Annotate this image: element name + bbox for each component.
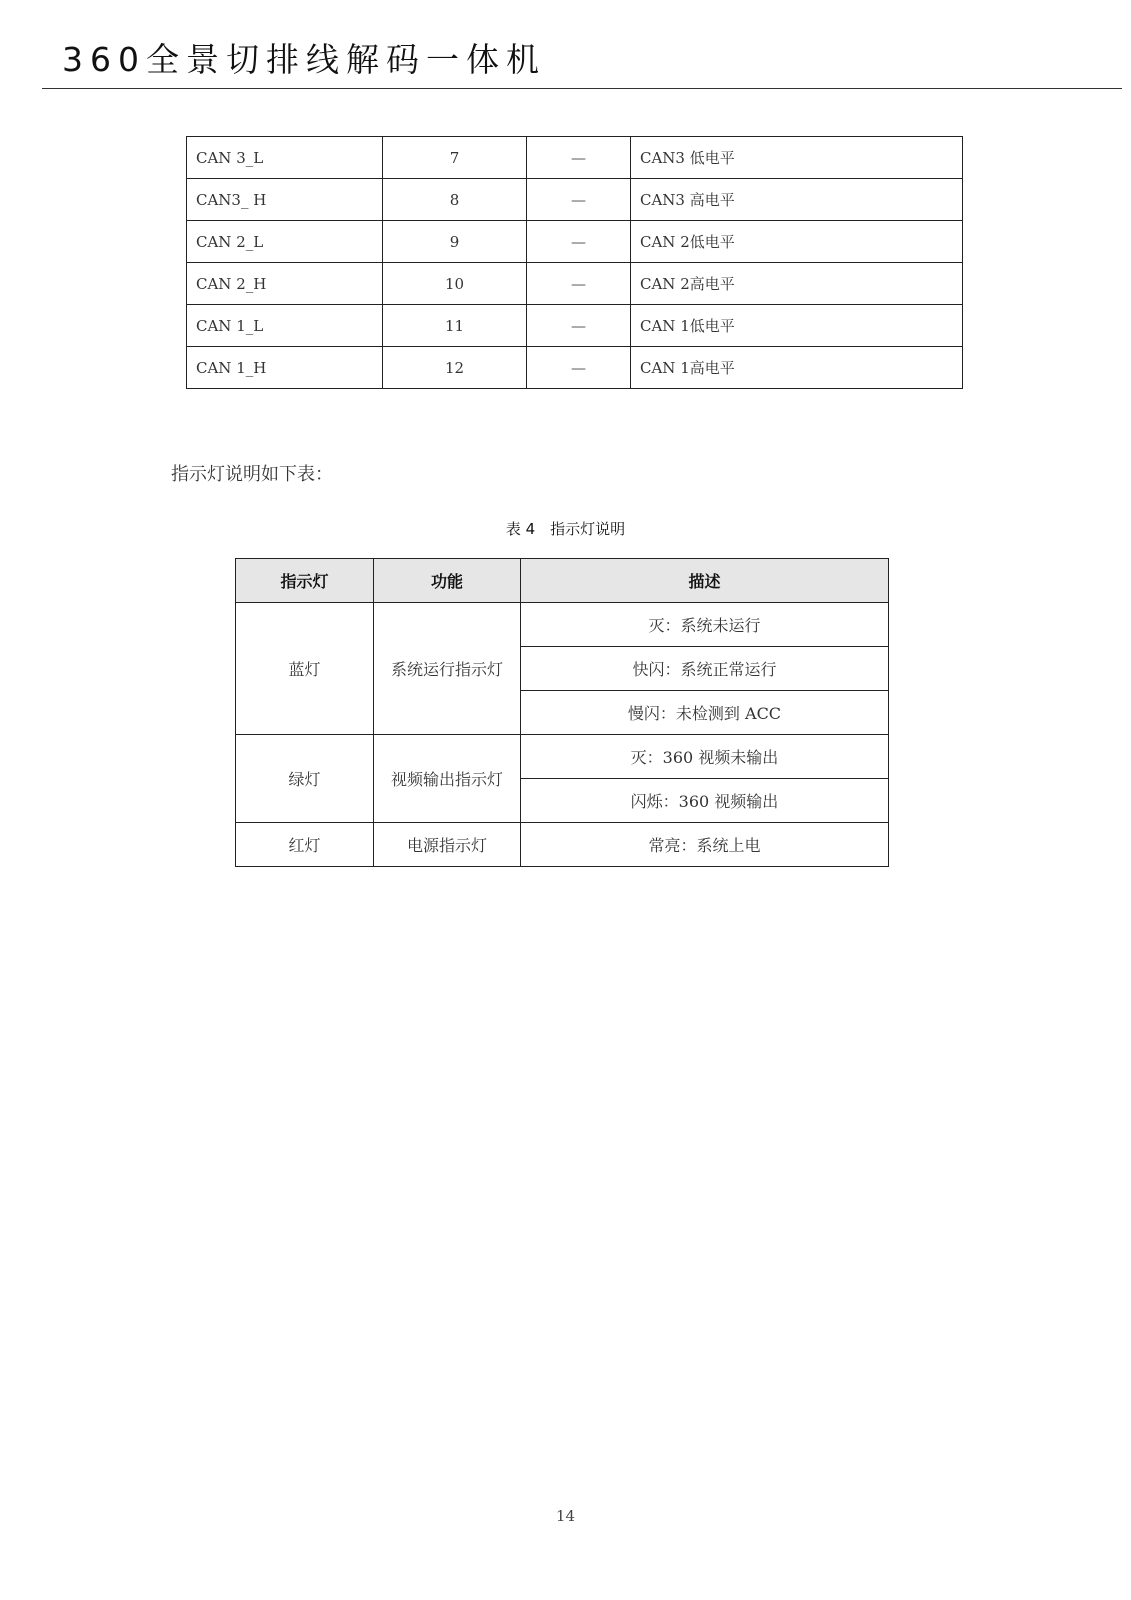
pin-signal: CAN 1_L [187, 305, 383, 347]
pin-direction: — [527, 347, 631, 389]
light-function: 电源指示灯 [374, 823, 521, 867]
light-description: 灭：360 视频未输出 [521, 735, 889, 779]
light-description: 闪烁：360 视频输出 [521, 779, 889, 823]
intro-text: 指示灯说明如下表： [171, 464, 333, 485]
table-header-row [236, 559, 889, 603]
table-row [187, 221, 963, 263]
light-description: 快闪：系统正常运行 [521, 647, 889, 691]
can-pin-table [186, 136, 963, 389]
pin-signal: CAN 3_L [187, 137, 383, 179]
pin-description: CAN3 低电平 [631, 137, 963, 179]
table-caption: 表 4 指示灯说明 [505, 520, 626, 538]
pin-direction: — [527, 137, 631, 179]
pin-number: 11 [383, 305, 527, 347]
pin-direction: — [527, 221, 631, 263]
light-description: 灭：系统未运行 [521, 603, 889, 647]
document-title: 360全景切排线解码一体机 [62, 40, 546, 79]
header-divider [42, 88, 1122, 89]
pin-signal: CAN 2_L [187, 221, 383, 263]
table-row [236, 735, 889, 779]
pin-direction: — [527, 305, 631, 347]
table-row [187, 263, 963, 305]
pin-description: CAN 1低电平 [631, 305, 963, 347]
table-row [236, 823, 889, 867]
pin-description: CAN3 高电平 [631, 179, 963, 221]
pin-number: 9 [383, 221, 527, 263]
pin-number: 12 [383, 347, 527, 389]
pin-signal: CAN 2_H [187, 263, 383, 305]
pin-signal: CAN 1_H [187, 347, 383, 389]
pin-number: 10 [383, 263, 527, 305]
indicator-light-table [235, 558, 889, 867]
pin-number: 8 [383, 179, 527, 221]
pin-description: CAN 1高电平 [631, 347, 963, 389]
light-name: 蓝灯 [236, 603, 374, 735]
pin-description: CAN 2高电平 [631, 263, 963, 305]
page-number: 14 [555, 1507, 576, 1525]
light-description: 慢闪：未检测到 ACC [521, 691, 889, 735]
column-header-description: 描述 [521, 559, 889, 603]
light-description: 常亮：系统上电 [521, 823, 889, 867]
table-row [187, 137, 963, 179]
table-row [187, 179, 963, 221]
pin-number: 7 [383, 137, 527, 179]
pin-direction: — [527, 179, 631, 221]
pin-signal: CAN3_ H [187, 179, 383, 221]
table-row [236, 603, 889, 647]
table-row [187, 347, 963, 389]
table-row [187, 305, 963, 347]
light-function: 视频输出指示灯 [374, 735, 521, 823]
pin-description: CAN 2低电平 [631, 221, 963, 263]
pin-direction: — [527, 263, 631, 305]
light-name: 红灯 [236, 823, 374, 867]
column-header-light: 指示灯 [236, 559, 374, 603]
column-header-function: 功能 [374, 559, 521, 603]
light-name: 绿灯 [236, 735, 374, 823]
light-function: 系统运行指示灯 [374, 603, 521, 735]
